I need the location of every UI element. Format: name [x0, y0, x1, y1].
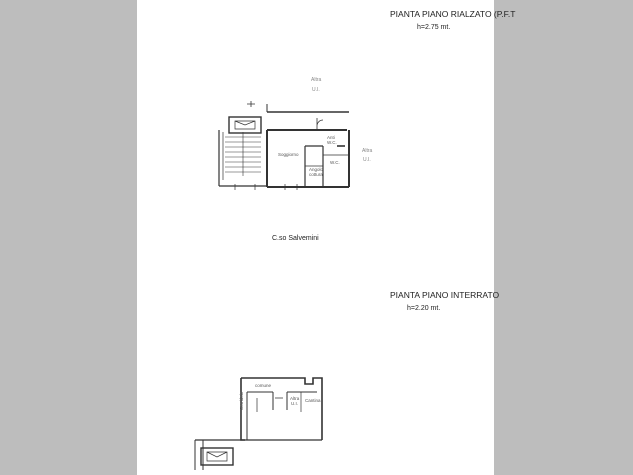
street-label: C.so Salvemini	[272, 235, 319, 242]
upper-floor-height: h=2.75 mt.	[417, 24, 451, 31]
neighbor-right-label-1: Altra	[362, 148, 373, 154]
room-other-label-1: Altra	[290, 396, 300, 401]
room-living-label: Soggiorno	[278, 152, 299, 157]
room-antiwc-label-2: W.C.	[327, 140, 337, 145]
lower-floor-title: PIANTA PIANO INTERRATO	[390, 290, 500, 300]
room-corridor-top-label: comune	[255, 383, 272, 388]
room-kitchen-label-1: Angolo	[309, 167, 324, 172]
room-kitchen-label-2: cottura	[309, 172, 323, 177]
neighbor-top-label-1: Altra	[311, 77, 322, 83]
room-corridor-side-label: Corridoio	[239, 391, 244, 410]
room-cellar-label: Cantina	[305, 398, 321, 403]
lower-floor-height: h=2.20 mt.	[407, 305, 441, 312]
neighbor-right-label-2: U.I.	[363, 157, 371, 163]
neighbor-top-label-2: U.I.	[312, 87, 320, 93]
room-antiwc-label-1: Anti	[327, 135, 335, 140]
upper-floor-title: PIANTA PIANO RIALZATO (P.F.T	[390, 9, 516, 19]
room-wc-label: W.C.	[330, 160, 340, 165]
room-other-label-2: U.I.	[291, 401, 299, 406]
drawing-sheet	[137, 0, 516, 475]
